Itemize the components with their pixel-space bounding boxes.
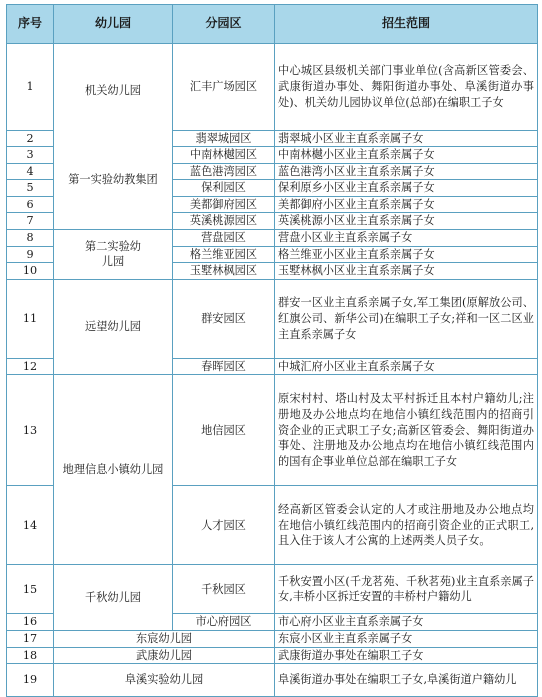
header-branch: 分园区 [173,5,275,44]
row-branch: 英溪桃源园区 [173,213,275,230]
row-kindergarten: 阜溪实验幼儿园 [54,664,275,697]
group-yuanwang: 远望幼儿园 [54,279,173,375]
row-branch: 汇丰广场园区 [173,44,275,131]
row-branch: 人才园区 [173,486,275,565]
row-branch: 格兰维亚园区 [173,246,275,263]
row-scope: 中心城区县级机关部门事业单位(含高新区管委会、武康街道办事处、舞阳街道办事处、阜溪街道办事处)、机关幼儿园协议单位(总部)在编职工子女 [275,44,538,131]
row-seq: 9 [7,246,54,263]
group-qianqiu: 千秋幼儿园 [54,565,173,631]
row-seq: 6 [7,196,54,213]
row-branch: 翡翠城园区 [173,130,275,147]
row-branch: 春晖园区 [173,358,275,375]
enrollment-scope-table [6,4,538,697]
row-scope: 千秋安置小区(千龙茗苑、千秋茗苑)业主直系亲属子女,丰桥小区拆迁安置的丰桥村户籍幼儿 [275,565,538,614]
row-scope: 格兰维亚小区业主直系亲属子女 [275,246,538,263]
row-seq: 3 [7,147,54,164]
group-dier-label: 第二实验幼儿园 [85,239,141,269]
header-kindergarten: 幼儿园 [54,5,173,44]
row-seq: 17 [7,631,54,648]
row-scope: 中城汇府小区业主直系亲属子女 [275,358,538,375]
table-row [7,565,538,614]
group-jiguan: 机关幼儿园 [54,44,173,131]
row-seq: 8 [7,230,54,247]
group-dixin [54,375,173,565]
row-seq: 15 [7,565,54,614]
row-branch: 保利园区 [173,180,275,197]
row-scope: 群安一区业主直系亲属子女,军工集团(原解放公司、红旗公司、新华公司)在编职工子女;祥和一区二区业主直系亲属子女 [275,279,538,358]
row-seq: 7 [7,213,54,230]
table-header-row [7,5,538,44]
row-seq: 13 [7,375,54,486]
row-seq: 18 [7,647,54,664]
row-scope: 玉墅林枫小区业主直系亲属子女 [275,263,538,280]
table-row [7,375,538,486]
enrollment-table-wrapper [6,4,538,697]
row-scope: 原宋村村、塔山村及太平村拆迁且本村户籍幼儿;注册地及办公地点均在地信小镇红线范围内的招商引资企业的正式职工子女;高新区管委会、舞阳街道办事处、注册地及办公地点均在地信小镇红线范围内的国有企事业单位总部在编职工子女 [275,375,538,486]
row-kindergarten: 东宸幼儿园 [54,631,275,648]
row-seq: 5 [7,180,54,197]
row-scope: 美都御府小区业主直系亲属子女 [275,196,538,213]
row-kindergarten: 武康幼儿园 [54,647,275,664]
row-branch: 中南林樾园区 [173,147,275,164]
row-seq: 11 [7,279,54,358]
group-diyi: 第一实验幼教集团 [54,130,173,230]
row-branch: 美都御府园区 [173,196,275,213]
table-row [7,130,538,147]
row-scope: 市心府小区业主直系亲属子女 [275,614,538,631]
row-branch: 蓝色港湾园区 [173,163,275,180]
row-scope: 英溪桃源小区业主直系亲属子女 [275,213,538,230]
row-scope: 营盘小区业主直系亲属子女 [275,230,538,247]
table-row [7,44,538,131]
row-seq: 12 [7,358,54,375]
row-scope: 蓝色港湾小区业主直系亲属子女 [275,163,538,180]
group-dier [54,230,173,280]
row-seq: 4 [7,163,54,180]
row-seq: 1 [7,44,54,131]
row-seq: 14 [7,486,54,565]
row-branch: 营盘园区 [173,230,275,247]
row-scope: 中南林樾小区业主直系亲属子女 [275,147,538,164]
row-branch: 群安园区 [173,279,275,358]
header-scope: 招生范围 [275,5,538,44]
row-scope: 武康街道办事处在编职工子女 [275,647,538,664]
table-row [7,664,538,697]
row-seq: 16 [7,614,54,631]
row-branch: 市心府园区 [173,614,275,631]
row-branch: 玉墅林枫园区 [173,263,275,280]
row-branch: 千秋园区 [173,565,275,614]
table-row [7,279,538,358]
table-row [7,230,538,247]
row-seq: 19 [7,664,54,697]
group-dixin-label: 地理信息小镇幼儿园 [62,463,164,477]
row-seq: 10 [7,263,54,280]
row-scope: 保利原乡小区业主直系亲属子女 [275,180,538,197]
row-scope: 东宸小区业主直系亲属子女 [275,631,538,648]
table-row [7,647,538,664]
row-scope: 经高新区管委会认定的人才或注册地及办公地点均在地信小镇红线范围内的招商引资企业的正式职工,且入住于该人才公寓的上述两类人员子女。 [275,486,538,565]
header-seq: 序号 [7,5,54,44]
table-row [7,631,538,648]
row-scope: 翡翠城小区业主直系亲属子女 [275,130,538,147]
row-branch: 地信园区 [173,375,275,486]
row-scope: 阜溪街道办事处在编职工子女,阜溪街道户籍幼儿 [275,664,538,697]
row-seq: 2 [7,130,54,147]
